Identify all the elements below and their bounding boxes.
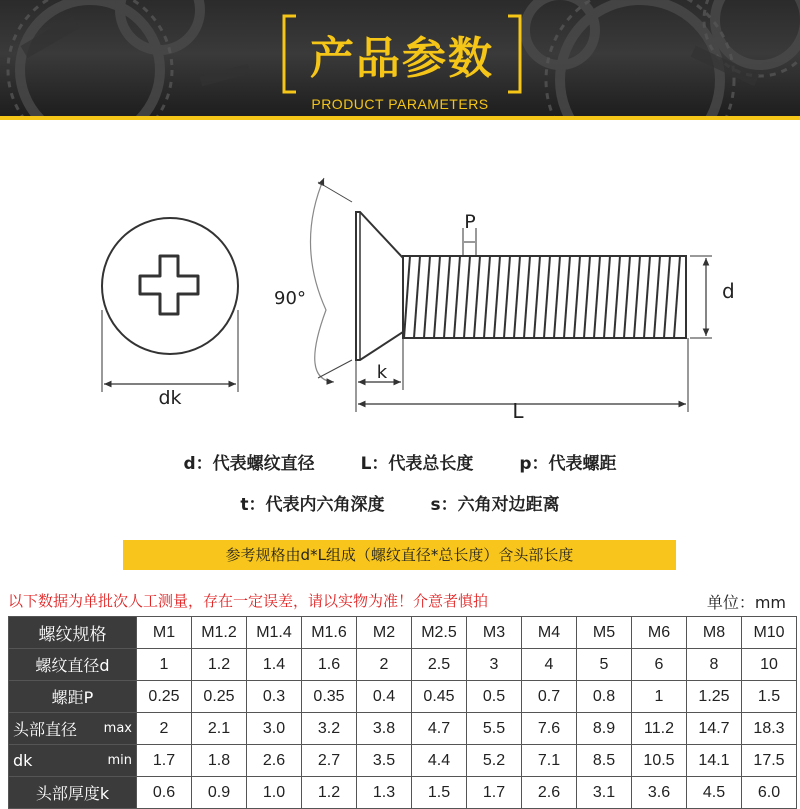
table-cell: 11.2 [632, 713, 687, 745]
table-cell: 1.0 [247, 777, 302, 809]
length-label: L [512, 399, 524, 423]
legend-L: L：代表总长度 [360, 454, 474, 474]
table-cell: 7.1 [522, 745, 577, 777]
table-cell: 0.8 [577, 681, 632, 713]
table-cell: 0.5 [467, 681, 522, 713]
table-cell: 0.25 [192, 681, 247, 713]
table-cell: M5 [577, 617, 632, 649]
table-cell: 1.5 [742, 681, 797, 713]
header-banner [0, 0, 800, 120]
measurement-warning: 以下数据为单批次人工测量，存在一定误差，请以实物为准！介意者慎拍 [8, 592, 489, 610]
row-label: 螺纹直径d [9, 649, 137, 681]
table-cell: 2.6 [522, 777, 577, 809]
table-cell: 1.5 [412, 777, 467, 809]
row-label: 螺距P [9, 681, 137, 713]
table-cell: 1.7 [467, 777, 522, 809]
table-cell: M2.5 [412, 617, 467, 649]
legend-t: t：代表内六角深度 [240, 495, 385, 515]
table-cell: 14.1 [687, 745, 742, 777]
legend-s: s：六角对边距离 [430, 495, 560, 515]
table-cell: 8 [687, 649, 742, 681]
row-label-main: dk [13, 751, 33, 770]
table-cell: 8.5 [577, 745, 632, 777]
table-cell: 8.9 [577, 713, 632, 745]
table-row [9, 713, 797, 745]
unit-label: 单位：mm [706, 593, 786, 612]
k-label: k [376, 362, 388, 383]
table-cell: 14.7 [687, 713, 742, 745]
table-cell: 5 [577, 649, 632, 681]
table-cell: M3 [467, 617, 522, 649]
table-cell: 0.45 [412, 681, 467, 713]
table-cell: 3.8 [357, 713, 412, 745]
table-cell: 3.5 [357, 745, 412, 777]
table-cell: 0.4 [357, 681, 412, 713]
table-cell: 0.9 [192, 777, 247, 809]
table-cell: 3.6 [632, 777, 687, 809]
spec-table [8, 616, 797, 809]
table-cell: 17.5 [742, 745, 797, 777]
page-subtitle: PRODUCT PARAMETERS [311, 96, 489, 112]
table-cell: 0.35 [302, 681, 357, 713]
table-row [9, 745, 797, 777]
table-cell: 1.2 [192, 649, 247, 681]
row-label-sub: max [103, 721, 132, 736]
table-cell: 2.5 [412, 649, 467, 681]
table-cell: 3.2 [302, 713, 357, 745]
angle-label: 90° [274, 288, 306, 309]
table-cell: 4 [522, 649, 577, 681]
screw-head-top-view [102, 218, 238, 392]
table-cell: 4.4 [412, 745, 467, 777]
table-cell: 6 [632, 649, 687, 681]
table-cell: 6.0 [742, 777, 797, 809]
table-cell: 1 [137, 649, 192, 681]
table-cell: 1.25 [687, 681, 742, 713]
row-label-sub: min [107, 753, 132, 768]
table-cell: 0.3 [247, 681, 302, 713]
row-label-main: 头部直径 [13, 720, 78, 739]
row-label [9, 745, 137, 777]
table-cell: 10 [742, 649, 797, 681]
table-cell: M6 [632, 617, 687, 649]
table-cell: 7.6 [522, 713, 577, 745]
diameter-label: d [722, 279, 735, 303]
table-cell: 1.7 [137, 745, 192, 777]
table-cell: M4 [522, 617, 577, 649]
table-cell: 1.6 [302, 649, 357, 681]
table-cell: M1.2 [192, 617, 247, 649]
table-cell: 5.2 [467, 745, 522, 777]
legend-row-2 [0, 490, 800, 515]
row-label [9, 713, 137, 745]
table-cell: 2 [137, 713, 192, 745]
screw-side-view [310, 178, 712, 412]
table-cell: 1.2 [302, 777, 357, 809]
table-cell: 10.5 [632, 745, 687, 777]
table-cell: M8 [687, 617, 742, 649]
table-cell: 2.1 [192, 713, 247, 745]
table-row [9, 649, 797, 681]
spec-note-banner: 参考规格由d*L组成（螺纹直径*总长度）含头部长度 [123, 540, 676, 570]
table-cell: 3 [467, 649, 522, 681]
table-cell: 5.5 [467, 713, 522, 745]
table-cell: 3.0 [247, 713, 302, 745]
table-cell: M1.6 [302, 617, 357, 649]
screw-dimension-diagram [0, 120, 800, 440]
table-cell: 0.7 [522, 681, 577, 713]
table-cell: 2.7 [302, 745, 357, 777]
table-cell: M1 [137, 617, 192, 649]
table-cell: 1 [632, 681, 687, 713]
table-cell: 1.3 [357, 777, 412, 809]
table-cell: M10 [742, 617, 797, 649]
table-cell: M1.4 [247, 617, 302, 649]
table-cell: 2 [357, 649, 412, 681]
table-cell: 0.25 [137, 681, 192, 713]
table-cell: 3.1 [577, 777, 632, 809]
pitch-label: P [464, 211, 476, 233]
legend-row-1 [0, 449, 800, 474]
table-header-row [9, 617, 797, 649]
table-cell: M2 [357, 617, 412, 649]
row-label: 头部厚度k [9, 777, 137, 809]
page-title: 产品参数 [310, 33, 494, 84]
header-label-cell: 螺纹规格 [9, 617, 137, 649]
table-row [9, 777, 797, 809]
legend-p: p：代表螺距 [519, 454, 617, 474]
table-cell: 18.3 [742, 713, 797, 745]
legend-d: d：代表螺纹直径 [183, 454, 315, 474]
table-cell: 2.6 [247, 745, 302, 777]
table-cell: 1.8 [192, 745, 247, 777]
dk-label: dk [158, 387, 182, 409]
table-row [9, 681, 797, 713]
table-cell: 4.7 [412, 713, 467, 745]
table-cell: 4.5 [687, 777, 742, 809]
table-cell: 1.4 [247, 649, 302, 681]
title-frame [282, 14, 522, 94]
table-cell: 0.6 [137, 777, 192, 809]
